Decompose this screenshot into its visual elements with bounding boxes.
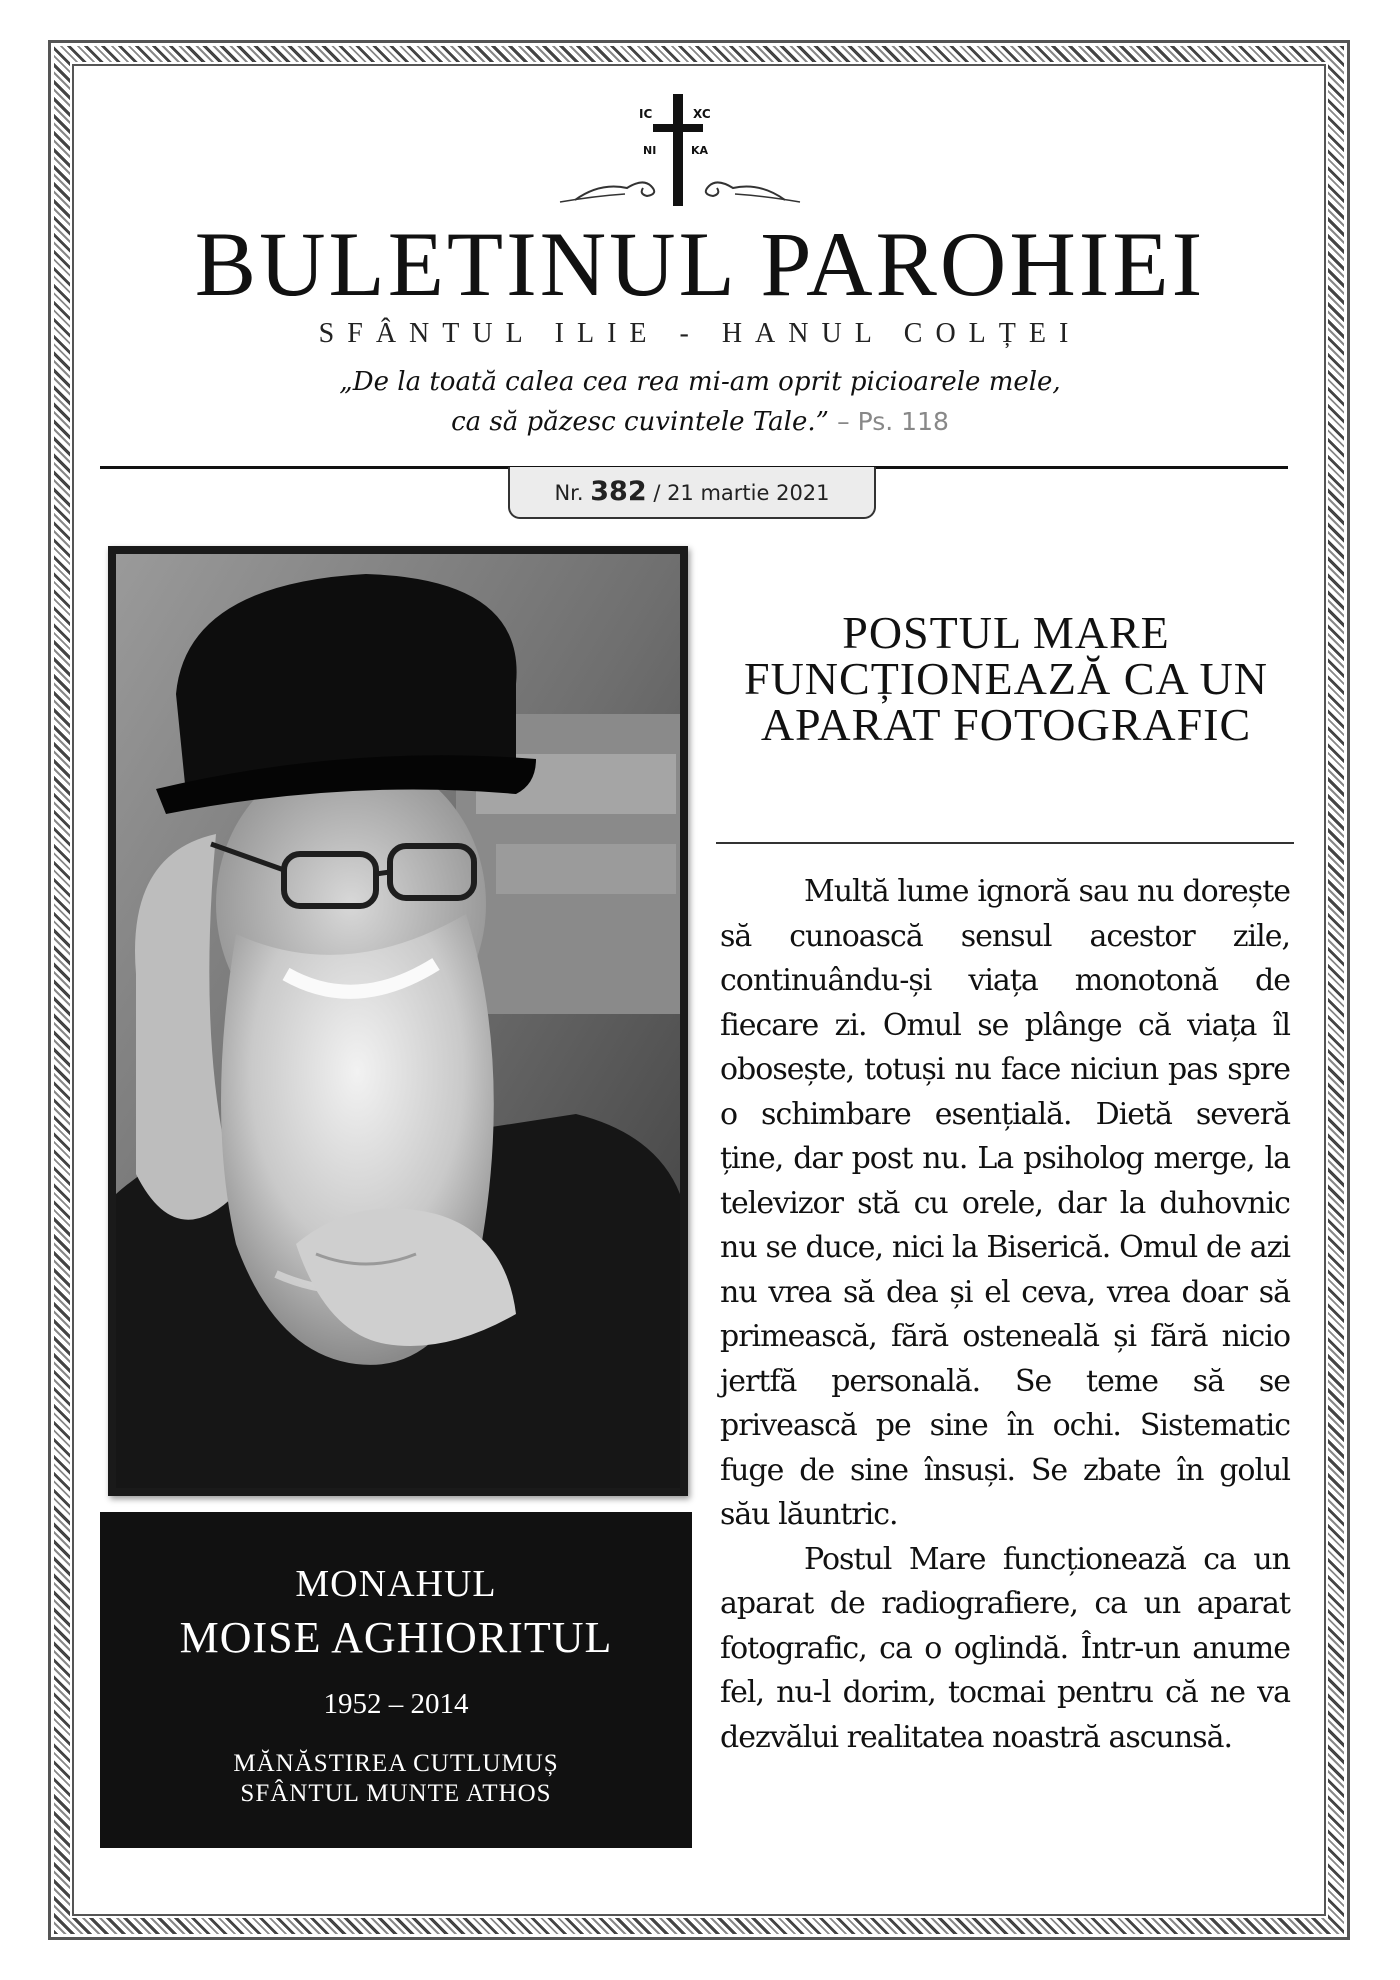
caption-title-line-2: MOISE AGHIORITUL [179,1613,613,1662]
masthead-title: BULETINUL PAROHIEI [194,213,1206,315]
motto-line-2-text: ca să păzesc cuvintele Tale.” [451,407,829,437]
caption-place-line-1: MĂNĂSTIREA CUTLUMUȘ [233,1750,559,1777]
emblem-xc: XC [693,107,711,121]
issue-number: 382 [590,476,647,507]
article-title-line-1: POSTUL MARE [842,607,1170,658]
caption-title-line-1: MONAHUL [295,1563,497,1605]
article-paragraph-2: Postul Mare funcționează ca un aparat de radiografiere, ca un aparat fotografic, ca o oglindă. Într-un anume fel, nu-l dorim, tocmai pentru că ne va dezvălui realitatea noastră ascunsă. [720,1541,1290,1755]
issue-date: / 21 martie 2021 [653,481,830,505]
motto-line-1: „De la toată calea cea rea mi-am oprit picioarele mele, [339,367,1061,397]
motto-quote [0,362,1400,442]
caption-place-line-2: SFÂNTUL MUNTE ATHOS [240,1780,552,1807]
issue-tab [508,467,876,519]
motto-reference: – Ps. 118 [837,407,949,436]
article-title-line-2: FUNCȚIONEAZĂ CA UN [744,653,1268,704]
emblem-ni: NI [643,144,657,157]
article-paragraph-1: Multă lume ignoră sau nu dorește să cunoască sensul acestor zile, continuându-și viața monotonă de fiecare zi. Omul se plânge că viața îl obosește, totuși nu face niciun pas spre o schimbare esențială. Dietă severă ține, dar post nu. La psiholog merge, la televizor stă cu orele, dar la duhovnic nu se duce, nici la Biserică. Omul de azi nu vrea să dea și el ceva, vrea doar să primească, fără osteneală și fără nicio jertfă personală. Se teme să se privească pe sine în ochi. Sistematic fuge de sine însuși. Se zbate în golul său lăuntric. [720,874,1290,1532]
article-title [716,607,1296,750]
caption-years: 1952 – 2014 [323,1688,469,1720]
article-divider [716,842,1294,844]
motto-line-2 [0,402,1400,442]
issue-prefix: Nr. [554,481,584,505]
portrait-illustration [116,554,680,1488]
masthead-subtitle: SFÂNTUL ILIE - HANUL COLȚEI [318,318,1082,349]
cross-emblem-icon [555,90,805,215]
caption-box [100,1512,692,1848]
article-title-line-3: APARAT FOTOGRAFIC [760,699,1252,750]
emblem-ic: IC [639,107,653,121]
article-body [720,870,1290,1760]
emblem-ka: KA [691,144,709,157]
portrait-photo [108,546,688,1496]
